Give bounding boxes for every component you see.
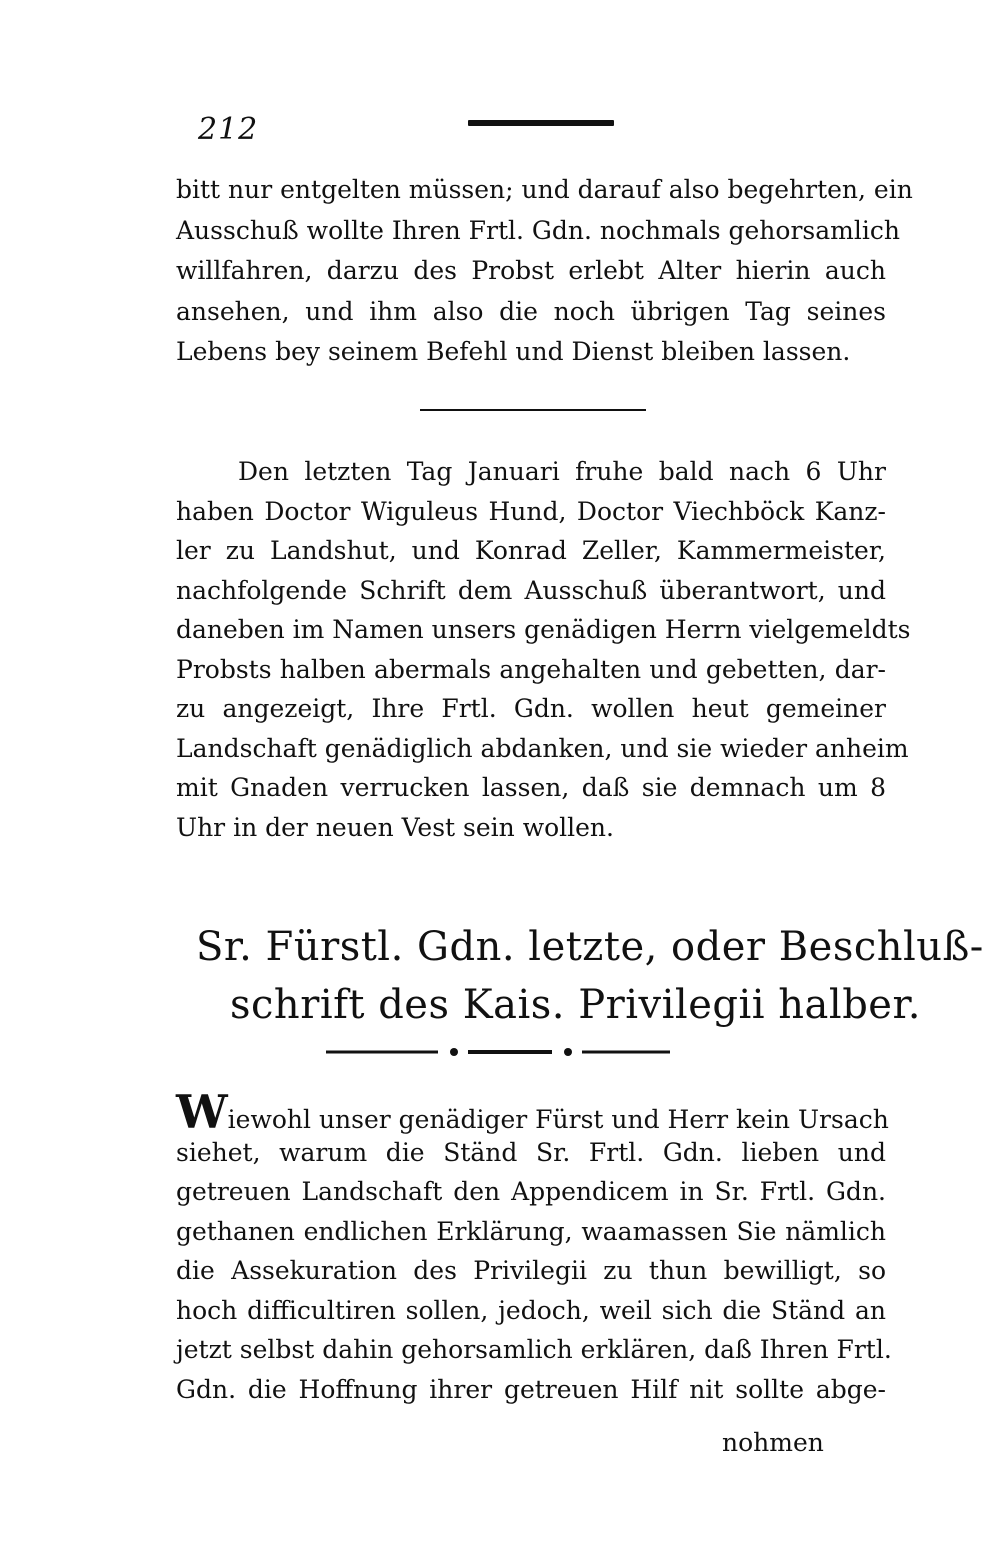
text-line: zu angezeigt, Ihre Frtl. Gdn. wollen heut gemeiner bbox=[176, 694, 886, 723]
text-line: Lebens bey seinem Befehl und Dienst bleiben lassen. bbox=[176, 337, 851, 366]
text-line-rest: iewohl unser genädiger Fürst und Herr kein Ursach bbox=[227, 1105, 889, 1134]
text-line: getreuen Landschaft den Appendicem in Sr. Frtl. Gdn. bbox=[176, 1177, 886, 1206]
text-line: die Assekuration des Privilegii zu thun bewilligt, so bbox=[176, 1256, 886, 1285]
header-rule bbox=[468, 120, 614, 126]
text-line: siehet, warum die Ständ Sr. Frtl. Gdn. lieben und bbox=[176, 1137, 886, 1167]
text-line-with-initial bbox=[176, 1085, 889, 1139]
text-line: Den letzten Tag Januari fruhe bald nach 6 Uhr bbox=[238, 457, 886, 486]
paragraph-continued bbox=[176, 170, 913, 373]
paragraph-privilege bbox=[176, 1085, 892, 1409]
text-line: hoch difficultiren sollen, jedoch, weil sich die Ständ an bbox=[176, 1295, 886, 1325]
paragraph-january bbox=[176, 452, 911, 847]
text-line: Probsts halben abermals angehalten und gebetten, dar- bbox=[176, 654, 886, 684]
text-line: Gdn. die Hoffnung ihrer getreuen Hilf nit sollte abge- bbox=[176, 1374, 886, 1404]
text-line: Ausschuß wollte Ihren Frtl. Gdn. nochmals gehorsamlich bbox=[176, 215, 900, 245]
text-line: ler zu Landshut, und Konrad Zeller, Kammermeister, bbox=[176, 536, 886, 565]
text-line: daneben im Namen unsers genädigen Herrn vielgemeldts bbox=[176, 615, 911, 644]
catchword: nohmen bbox=[722, 1428, 824, 1457]
text-line: Uhr in der neuen Vest sein wollen. bbox=[176, 812, 614, 842]
text-line: mit Gnaden verrucken lassen, daß sie demnach um 8 bbox=[176, 773, 886, 802]
ornament-rule bbox=[326, 1044, 670, 1060]
text-line: bitt nur entgelten müssen; und darauf also begehrten, ein bbox=[176, 175, 913, 204]
section-divider bbox=[420, 409, 646, 411]
section-heading bbox=[160, 918, 984, 1034]
text-line: nachfolgende Schrift dem Ausschuß überantwort, und bbox=[176, 575, 886, 605]
heading-line: Sr. Fürstl. Gdn. letzte, oder Beschluß- bbox=[196, 924, 984, 970]
text-line: willfahren, darzu des Probst erlebt Alter hierin auch bbox=[176, 256, 886, 285]
heading-line: schrift des Kais. Privilegii halber. bbox=[230, 982, 921, 1028]
text-line: Landschaft genädiglich abdanken, und sie wieder anheim bbox=[176, 733, 909, 763]
page-number: 212 bbox=[198, 112, 259, 147]
drop-initial: W bbox=[176, 1085, 228, 1139]
text-line: gethanen endlichen Erklärung, waamassen Sie nämlich bbox=[176, 1216, 886, 1246]
text-line: ansehen, und ihm also die noch übrigen Tag seines bbox=[176, 296, 886, 326]
text-line: jetzt selbst dahin gehorsamlich erklären, daß Ihren Frtl. bbox=[176, 1335, 892, 1364]
text-line: haben Doctor Wiguleus Hund, Doctor Viechböck Kanz- bbox=[176, 496, 886, 526]
